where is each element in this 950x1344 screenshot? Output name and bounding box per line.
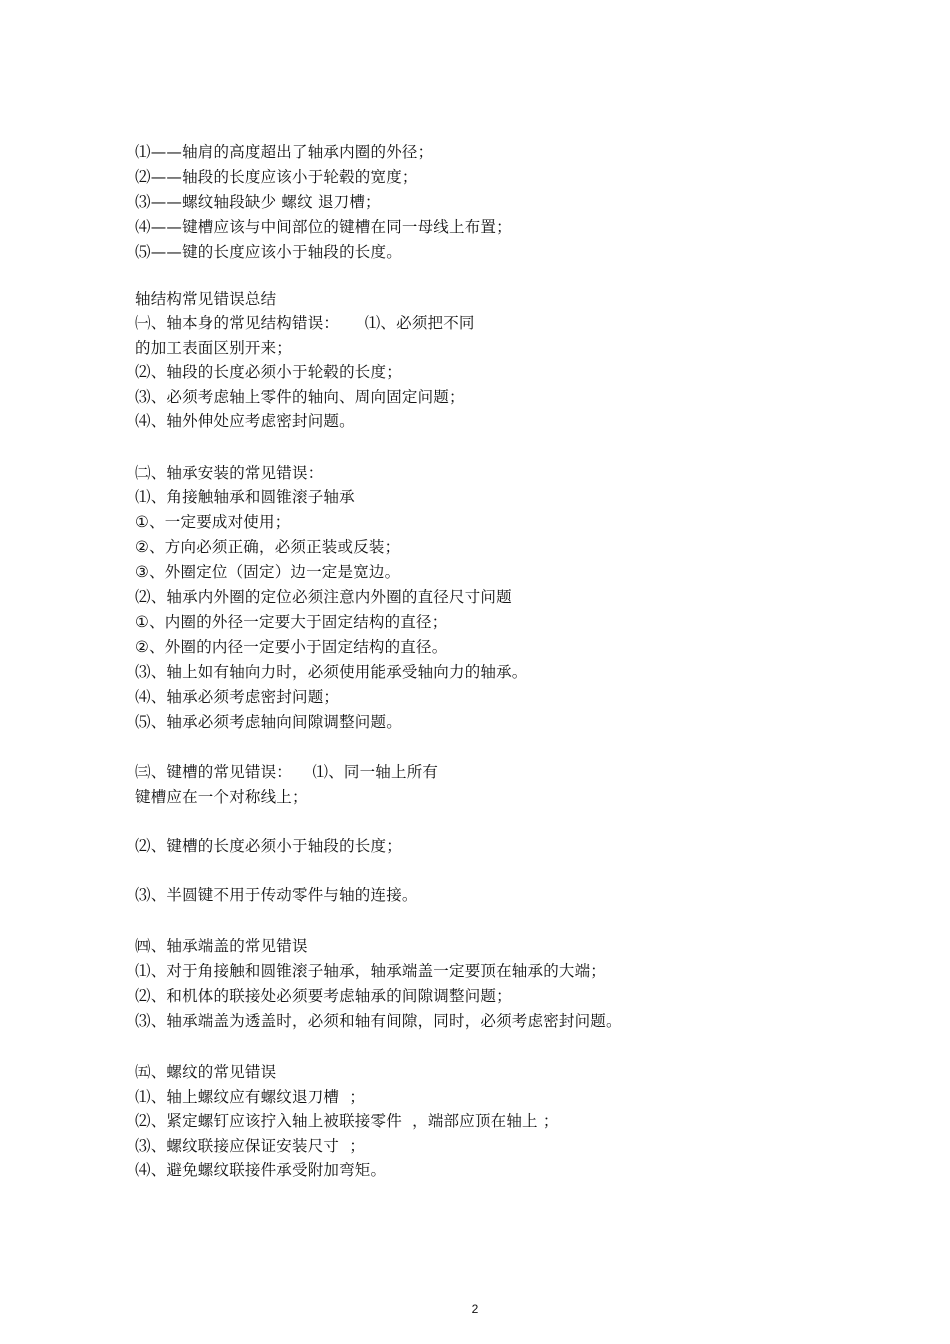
- text-line: ⑸、轴承必须考虑轴向间隙调整问题。: [135, 713, 402, 731]
- text-line: ⑵、轴段的长度必须小于轮毂的长度；: [135, 363, 402, 381]
- text-line: ⑵、键槽的长度必须小于轴段的长度；: [135, 837, 402, 855]
- text-line: ⑴——轴肩的高度超出了轴承内圈的外径；: [135, 143, 434, 161]
- text-line: ⑷——键槽应该与中间部位的键槽在同一母线上布置；: [135, 218, 512, 236]
- text-line: ⑶——螺纹轴段缺少 螺纹 退刀槽；: [135, 193, 381, 211]
- text-line: 的加工表面区别开来；: [135, 339, 293, 357]
- text-line: ⑶、轴上如有轴向力时，必须使用能承受轴向力的轴承。: [135, 663, 528, 681]
- text-line: ⑵、紧定螺钉应该拧入轴上被联接零件 ，端部应顶在轴上 ；: [135, 1112, 559, 1130]
- text-line: ⑷、避免螺纹联接件承受附加弯矩。: [135, 1161, 387, 1179]
- text-line: ⑶、轴承端盖为透盖时，必须和轴有间隙，同时，必须考虑密封问题。: [135, 1012, 622, 1030]
- text-line: ⑷、轴承必须考虑密封问题；: [135, 688, 340, 706]
- text-line: ㈠、轴本身的常见结构错误： ⑴、必须把不同: [135, 314, 475, 332]
- text-line: ⑴、对于角接触和圆锥滚子轴承，轴承端盖一定要顶在轴承的大端；: [135, 962, 607, 980]
- text-line: ⑵、轴承内外圈的定位必须注意内外圈的直径尺寸问题: [135, 588, 512, 606]
- text-line: ⑸——键的长度应该小于轴段的长度。: [135, 243, 402, 261]
- text-line: ㈣、轴承端盖的常见错误: [135, 937, 308, 955]
- text-line: ⑶、必须考虑轴上零件的轴向、周向固定问题；: [135, 388, 465, 406]
- text-line: ⑵——轴段的长度应该小于轮毂的宽度；: [135, 168, 418, 186]
- page-number: 2: [471, 1302, 479, 1316]
- text-line: ③、外圈定位（固定）边一定是宽边。: [135, 563, 401, 581]
- text-line: ①、内圈的外径一定要大于固定结构的直径；: [135, 613, 448, 631]
- text-line: ㈢、键槽的常见错误： ⑴、同一轴上所有: [135, 763, 439, 781]
- text-line: ①、一定要成对使用；: [135, 513, 291, 531]
- text-line: ㈡、轴承安装的常见错误：: [135, 464, 324, 482]
- text-line: ⑴、角接触轴承和圆锥滚子轴承: [135, 488, 355, 506]
- text-line: 键槽应在一个对称线上；: [135, 788, 308, 806]
- text-line: ⑴、轴上螺纹应有螺纹退刀槽 ；: [135, 1088, 366, 1106]
- text-line: ⑷、轴外伸处应考虑密封问题。: [135, 412, 355, 430]
- text-line: ⑶、螺纹联接应保证安装尺寸 ；: [135, 1137, 366, 1155]
- text-line: ②、外圈的内径一定要小于固定结构的直径。: [135, 638, 448, 656]
- text-line: ⑵、和机体的联接处必须要考虑轴承的间隙调整问题；: [135, 987, 512, 1005]
- text-line: ㈤、螺纹的常见错误: [135, 1063, 277, 1081]
- text-line: ②、方向必须正确，必须正装或反装；: [135, 538, 401, 556]
- section-heading: 轴结构常见错误总结: [135, 290, 277, 308]
- text-line: ⑶、半圆键不用于传动零件与轴的连接。: [135, 886, 418, 904]
